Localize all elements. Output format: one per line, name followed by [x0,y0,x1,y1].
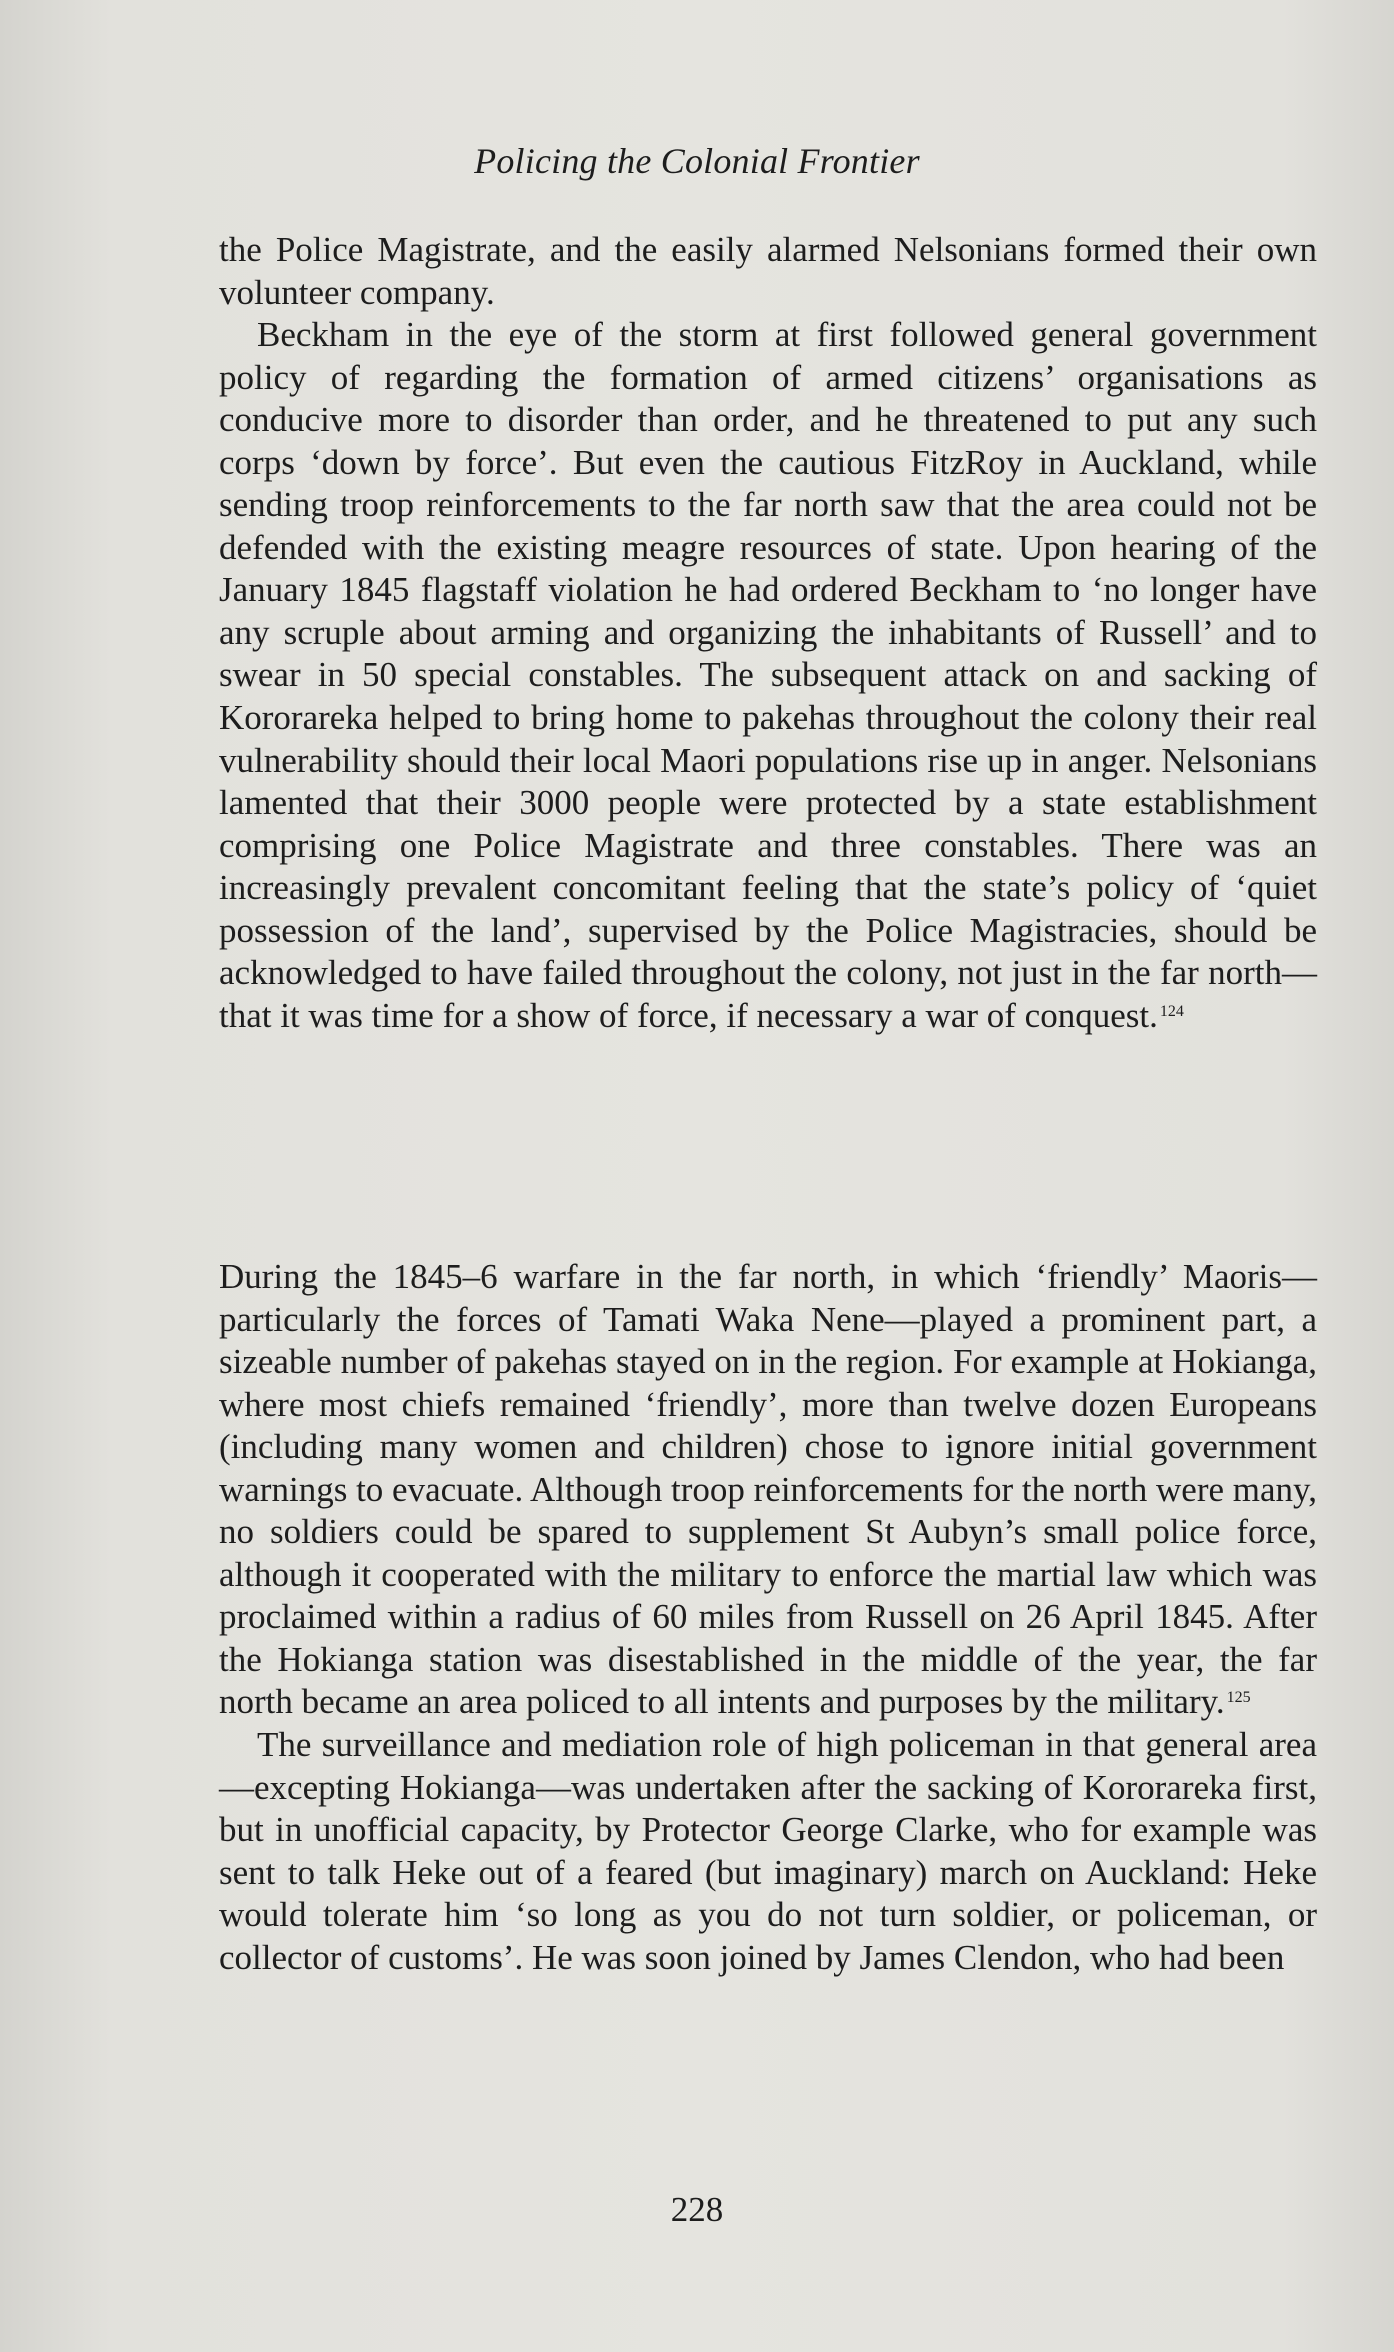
paragraph-text: The surveillance and mediation role of high policeman in that general area—excepting Hokianga—was undertaken after the sacking of Kororareka first, but in unofficial capacity, by Protector George Clarke, who for example was sent to talk Heke out of a feared (but imaginary) march on Auckland: Heke would tolerate him ‘so long as you do not turn soldier, or policeman, or collector of customs’. He was soon joined by James Clendon, who had been [219,1725,1317,1977]
paragraph-text: During the 1845–6 warfare in the far north, in which ‘friendly’ Maoris—particularly the forces of Tamati Waka Nene—played a prominent part, a sizeable number of pakehas stayed on in the region. For example at Hokianga, where most chiefs remained ‘friendly’, more than twelve dozen Europeans (including many women and children) chose to ignore initial government warnings to evacuate. Although troop reinforcements for the north were many, no soldiers could be spared to supplement St Aubyn’s small police force, although it cooperated with the military to enforce the martial law which was proclaimed within a radius of 60 miles from Russell on 26 April 1845. After the Hokianga station was disestablished in the middle of the year, the far north became an area policed to all intents and purposes by the military. [219,1257,1317,1722]
footnote-ref-124: 124 [1159,1002,1184,1020]
running-head: Policing the Colonial Frontier [474,141,920,181]
paragraph-warfare [219,1256,1317,1724]
page-number: 228 [670,2190,724,2229]
footnote-ref-125: 125 [1226,1689,1251,1707]
paragraph-surveillance [219,1724,1317,1979]
paragraph-beckham [219,314,1317,1037]
paragraph-text: Beckham in the eye of the storm at first followed general government policy of regarding the formation of armed citizens’ organisations as conducive more to disorder than order, and he threatened to put any such corps ‘down by force’. But even the cautious FitzRoy in Auckland, while sending troop reinforcements to the far north saw that the area could not be defended with the existing meagre resources of state. Upon hearing of the January 1845 flagstaff violation he had ordered Beckham to ‘no longer have any scruple about arming and organizing the inhabitants of Russell’ and to swear in 50 special constables. The subsequent attack on and sacking of Kororareka helped to bring home to pakehas throughout the colony their real vulnerability should their local Maori populations rise up in anger. Nelsonians lamented that their 3000 people were protected by a state establishment comprising one Police Magistrate and three constables. There was an increasingly prevalent concomitant feeling that the state’s policy of ‘quiet possession of the land’, supervised by the Police Magistracies, should be acknowledged to have failed throughout the colony, not just in the far north—that it was time for a show of force, if necessary a war of conquest. [219,315,1317,1035]
text-block-lower [219,1256,1317,1979]
text-block-upper [219,229,1317,1037]
paragraph-continued [219,229,1317,314]
paragraph-text: the Police Magistrate, and the easily alarmed Nelsonians formed their own volunteer company. [219,230,1317,312]
